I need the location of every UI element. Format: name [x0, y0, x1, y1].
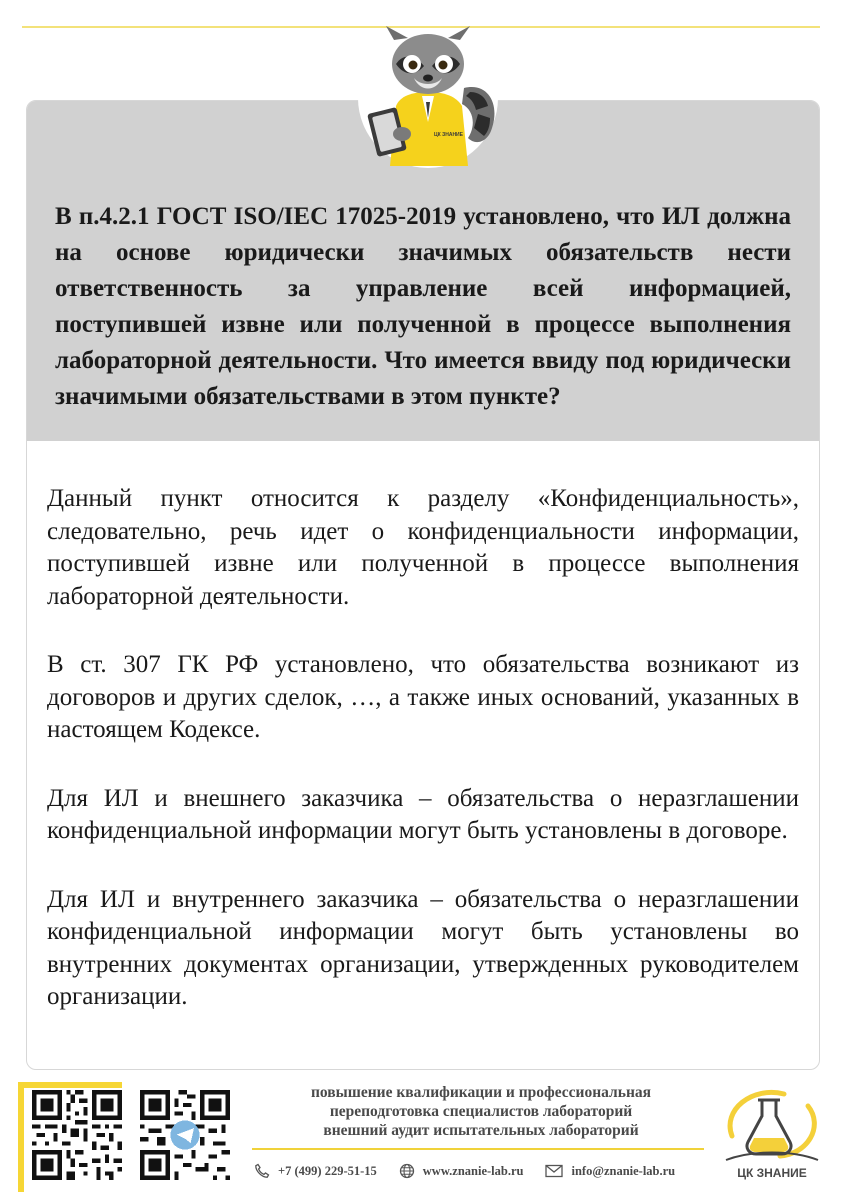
- logo-text: ЦК ЗНАНИЕ: [737, 1166, 807, 1180]
- company-logo: [712, 1076, 832, 1192]
- mail-icon: [545, 1164, 563, 1178]
- answer-paragraph-2: В ст. 307 ГК РФ установлено, что обязательства возникают из договоров и других сделок, …, а также иных оснований, указанных в настоящем Кодексе.: [47, 651, 799, 743]
- question-text: В п.4.2.1 ГОСТ ISO/IEC 17025-2019 установлено, что ИЛ должна на основе юридически значимых обязательств нести ответственность за управление всей информацией, поступившей извне или полученной в процессе выполнения лабораторной деятельности. Что имеется ввиду под юридически значимыми обязательствами в этом пункте?: [55, 203, 791, 410]
- flask-logo-icon: [712, 1076, 832, 1168]
- website-link: www.znanie-lab.ru: [422, 1163, 524, 1178]
- footer-line-2: переподготовка специалистов лабораторий: [329, 1103, 633, 1120]
- phone-contact[interactable]: [254, 1163, 377, 1179]
- footer-line-3: внешний аудит испытательных лабораторий: [323, 1122, 639, 1139]
- answer-body: [47, 483, 799, 1050]
- email-address: info@znanie-lab.ru: [571, 1163, 676, 1178]
- raccoon-mascot-icon: [356, 26, 500, 168]
- footer-services: [256, 1083, 706, 1140]
- phone-icon: [254, 1163, 270, 1179]
- answer-paragraph-4: Для ИЛ и внутреннего заказчика – обязательства о неразглашении конфиденциальной информации могут быть установлены во внутренних документах организации, утвержденных руководителем организации.: [47, 885, 799, 1010]
- telegram-qr-code-icon[interactable]: [140, 1090, 230, 1180]
- answer-paragraph-1: Данный пункт относится к разделу «Конфиденциальность», следовательно, речь идет о конфиденциальности информации, поступившей извне или полученной в процессе выполнения лабораторной деятельности.: [47, 485, 799, 610]
- footer-underline: [252, 1148, 704, 1150]
- globe-icon: [399, 1163, 415, 1179]
- website-contact[interactable]: [399, 1163, 524, 1179]
- qr-code-icon[interactable]: [32, 1090, 122, 1180]
- phone-number: +7 (499) 229-51-15: [278, 1163, 377, 1178]
- qa-card: [26, 100, 820, 1070]
- answer-paragraph-3: Для ИЛ и внешнего заказчика – обязательства о неразглашении конфиденциальной информации могут быть установлены в договоре.: [47, 784, 799, 844]
- mascot-badge: ЦК ЗНАНИЕ: [434, 132, 463, 138]
- email-contact[interactable]: [545, 1164, 675, 1179]
- footer-line-1: повышение квалификации и профессиональная: [310, 1084, 652, 1101]
- contacts-bar: [254, 1158, 706, 1184]
